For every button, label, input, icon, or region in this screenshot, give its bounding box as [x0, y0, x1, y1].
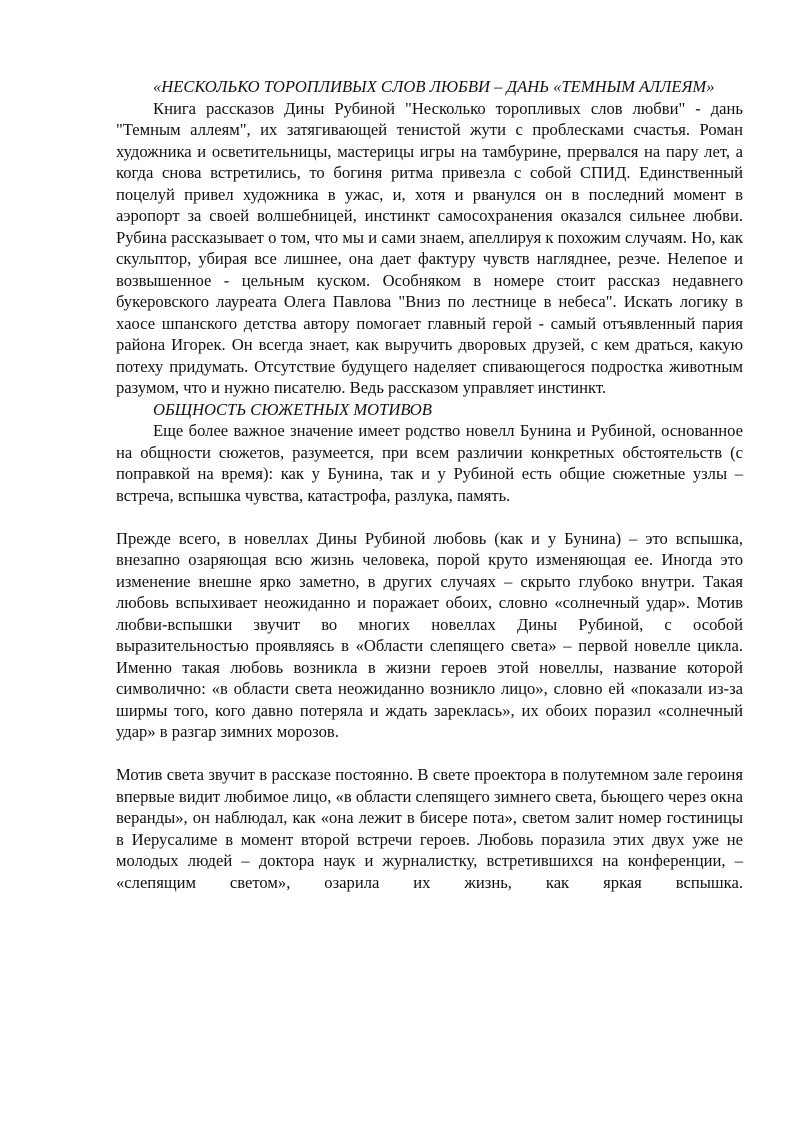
paragraph-spacer	[116, 506, 743, 528]
paragraph-3: Прежде всего, в новеллах Дины Рубиной любовь (как и у Бунина) – это вспышка, внезапно озаряющая всю жизнь человека, порой круто изменяющая ее. Иногда это изменение внешне ярко заметно, в других случаях – скрыто глубоко внутри. Такая любовь вспыхивает неожиданно и поражает обоих, словно «солнечный удар». Мотив любви-вспышки звучит во многих новеллах Дины Рубиной, с особой выразительностью проявляясь в «Области слепящего света» – первой новелле цикла. Именно такая любовь возникла в жизни героев этой новеллы, название которой символично: «в области света неожиданно возникло лицо», словно ей «показали из-за ширмы того, кого давно потеряла и ждать зареклась», их обоих поразил «солнечный удар» в разгар зимних морозов.	[116, 528, 743, 741]
document-page	[116, 76, 743, 893]
paragraph-4: Мотив света звучит в рассказе постоянно. В свете проектора в полутемном зале героиня впервые видит любимое лицо, «в области слепящего зимнего света, бьющего через окна веранды», он наблюдал, как «она лежит в бисере пота», светом залит номер гостиницы в Иерусалиме в момент второй встречи героев. Любовь поразила этих двух уже не молодых людей – доктора наук и журналистку, встретившихся на конференции, – «слепящим светом», озарила их жизнь, как яркая вспышка.	[116, 765, 743, 892]
section-heading-2: ОБЩНОСТЬ СЮЖЕТНЫХ МОТИВОВ	[153, 399, 432, 419]
paragraph-1: Книга рассказов Дины Рубиной "Несколько торопливых слов любви" - дань "Темным аллеям", их затягивающей тенистой жути с проблесками счастья. Роман художника и осветительницы, мастерицы игры на тамбурине, прервался на пару лет, а когда снова встретились, то богиня ритма привезла с собой СПИД. Единственный поцелуй привел художника в ужас, и, хотя и рванулся он в последний момент в аэропорт за своей волшебницей, инстинкт самосохранения оказался сильнее любви. Рубина рассказывает о том, что мы и сами знаем, апеллируя к похожим случаям. Но, как скульптор, убирая все лишнее, она дает фактуру чувств нагляднее, резче. Нелепое и возвышенное - цельным куском. Особняком в номере стоит рассказ недавнего букеровского лауреата Олега Павлова "Вниз по лестнице в небеса". Искать логику в хаосе шпанского детства автору помогает главный герой - самый отъявленный пария района Игорек. Он всегда знает, как выручить дворовых друзей, с кем драться, какую потеху придумать. Отсутствие будущего наделяет спивающегося подростка животным разумом, что и нужно писателю. Ведь рассказом управляет инстинкт.	[116, 98, 743, 397]
paragraph-spacer	[116, 743, 743, 765]
paragraph-2: Еще более важное значение имеет родство новелл Бунина и Рубиной, основанное на общности сюжетов, разумеется, при всем различии конкретных обстоятельств (с поправкой на время): как у Бунина, так и у Рубиной есть общие сюжетные узлы – встреча, вспышка чувства, катастрофа, разлука, память.	[116, 421, 743, 505]
section-heading-1: «НЕСКОЛЬКО ТОРОПЛИВЫХ СЛОВ ЛЮБВИ – ДАНЬ «ТЕМНЫМ АЛЛЕЯМ»	[153, 77, 715, 96]
